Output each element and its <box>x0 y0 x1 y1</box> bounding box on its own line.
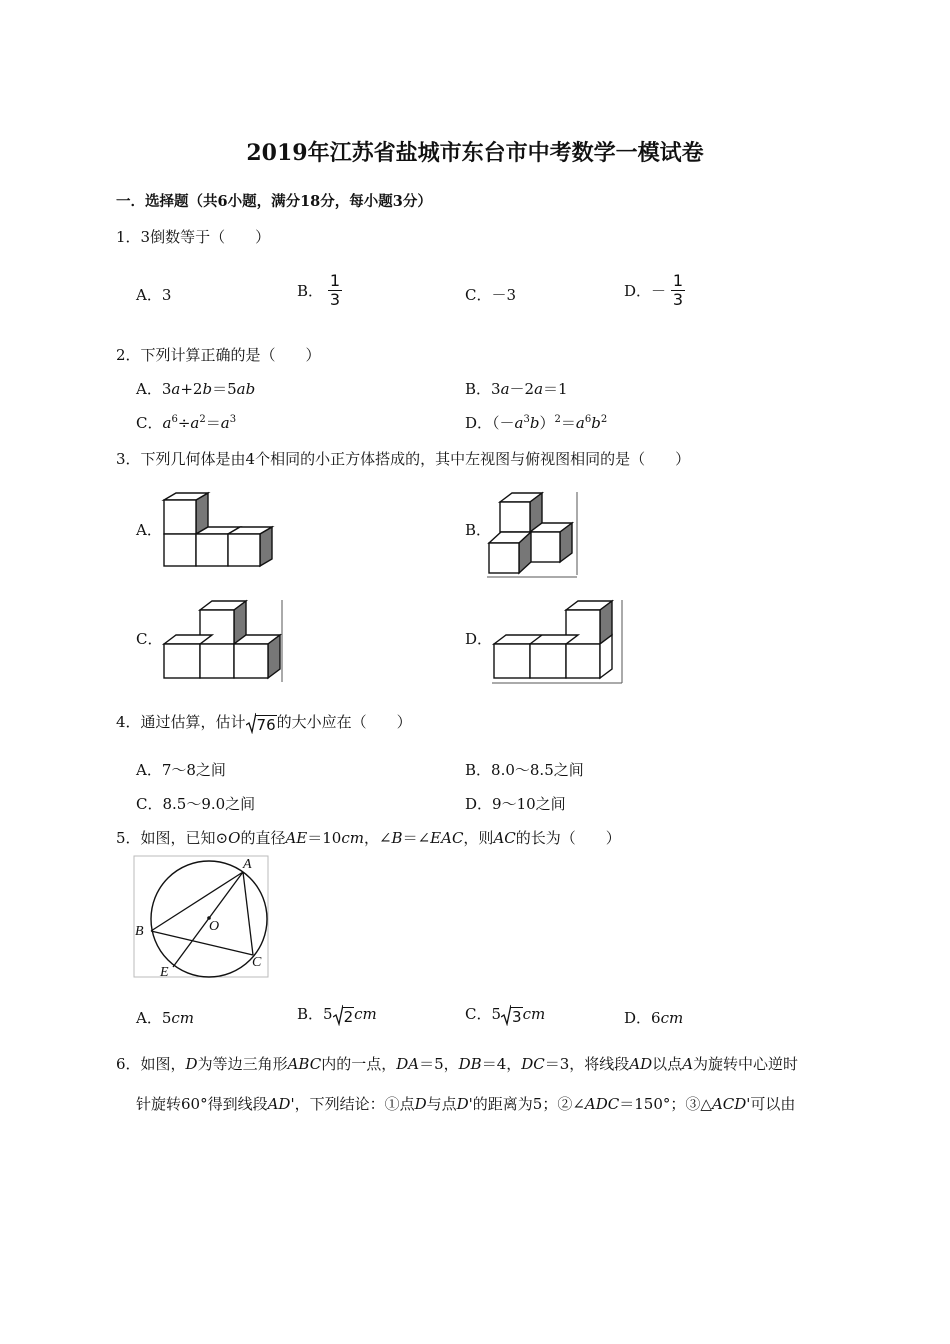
point-label-a: A <box>243 857 252 872</box>
q1-option-b-label: B． <box>297 282 324 300</box>
square-root <box>246 712 277 734</box>
question-3-stem: 3．下列几何体是由4个相同的小正方体搭成的，其中左视图与俯视图相同的是（ ） <box>116 450 691 468</box>
radicand: 76 <box>256 716 276 734</box>
q5-option-a: A．5cm <box>136 1009 195 1027</box>
fraction <box>328 272 342 309</box>
q4-stem-post: 的大小应在（ ） <box>276 713 412 731</box>
q3-option-d-label: D． <box>465 630 493 648</box>
denominator: 3 <box>329 290 340 309</box>
q1-option-d-label: D．－ <box>624 282 667 300</box>
q4-stem-pre: 4．通过估算，估计 <box>116 713 246 731</box>
page-title: 2019年江苏省盐城市东台市中考数学一模试卷 <box>246 140 704 166</box>
q5-option-b-unit: cm <box>354 1005 377 1023</box>
q3-figure-a <box>160 490 285 570</box>
denominator: 3 <box>672 290 683 309</box>
question-6-line-1: 6．如图，D为等边三角形ABC内的一点，DA＝5，DB＝4，DC＝3，将线段AD以点A为旋转中心逆时 <box>116 1055 799 1073</box>
q5-option-b <box>297 1003 377 1026</box>
q3-figure-d <box>490 598 625 686</box>
point-label-o: O <box>209 919 220 934</box>
q3-option-b-label: B． <box>465 521 492 539</box>
q5-option-c-unit: cm <box>522 1005 546 1023</box>
q3-option-c-label: C． <box>136 630 163 648</box>
q1-option-b <box>297 272 342 309</box>
q2-option-b: B．3a－2a＝1 <box>465 380 568 398</box>
q2-option-d: D．$(-a^3b)^2=a^6b^2$ <box>465 414 608 432</box>
point-label-c: C <box>252 955 262 970</box>
question-5-stem: 5．如图，已知⊙O的直径AE＝10cm，∠B＝∠EAC，则AC的长为（ ） <box>116 829 621 847</box>
section-header: 一．选择题（共6小题，满分18分，每小题3分） <box>116 193 432 210</box>
question-2-stem: 2．下列计算正确的是（ ） <box>116 346 321 364</box>
q2-option-c: C．$a^6\div a^2=a^3$ <box>136 414 237 432</box>
point-label-e: E <box>160 965 169 980</box>
q4-option-c: C．8.5～9.0之间 <box>136 795 256 813</box>
radicand: 3 <box>512 1008 522 1026</box>
question-6-line-2: 针旋转60°得到线段AD'，下列结论：①点D与点D'的距离为5；②∠ADC＝150°；③△ACD'可以由 <box>136 1095 796 1113</box>
radical-sign-icon <box>501 1004 511 1026</box>
q4-option-a: A．7～8之间 <box>136 761 226 779</box>
q2-option-a: A．3a+2b＝5ab <box>136 380 256 398</box>
q5-option-d: D．6cm <box>624 1009 684 1027</box>
radicand: 2 <box>343 1008 354 1026</box>
q1-option-a: A．3 <box>136 286 172 304</box>
q4-option-b: B．8.0～8.5之间 <box>465 761 584 779</box>
q3-figure-b <box>485 490 580 578</box>
radical-sign-icon <box>246 712 256 734</box>
q5-figure-circle <box>133 855 273 980</box>
q1-option-c: C．－3 <box>465 286 517 304</box>
q1-option-d <box>624 272 685 309</box>
fraction <box>671 272 685 309</box>
question-1-stem: 1．3倒数等于（ ） <box>116 228 271 246</box>
q5-option-c <box>465 1003 545 1026</box>
q3-figure-c <box>160 598 285 684</box>
q5-option-b-pre: B．5 <box>297 1005 333 1023</box>
radical-sign-icon <box>333 1004 343 1026</box>
q3-option-a-label: A． <box>136 521 162 539</box>
q5-option-c-pre: C．5 <box>465 1005 502 1023</box>
point-label-b: B <box>135 924 144 939</box>
square-root <box>333 1004 355 1026</box>
q4-option-d: D．9～10之间 <box>465 795 566 813</box>
square-root <box>501 1004 523 1026</box>
numerator: 1 <box>672 271 683 290</box>
question-4-stem <box>116 711 412 734</box>
numerator: 1 <box>329 271 340 290</box>
